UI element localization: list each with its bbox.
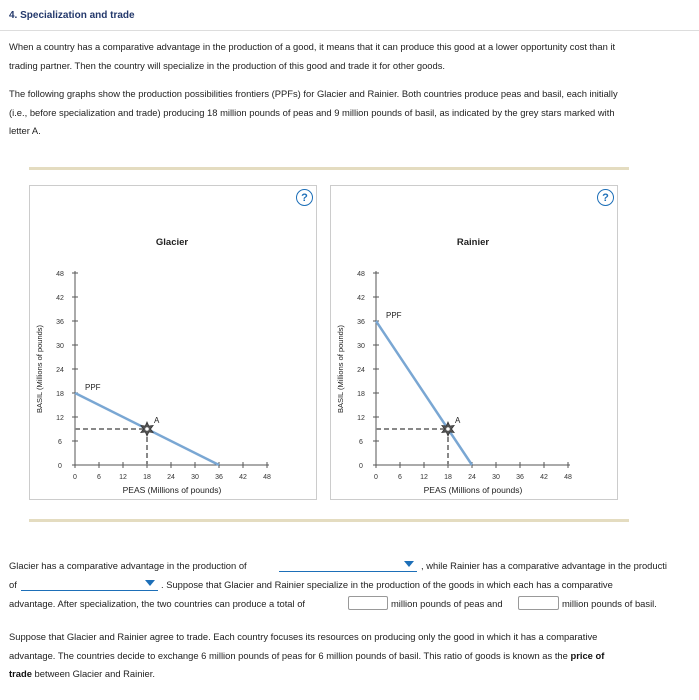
x-axis-label: PEAS (Millions of pounds) <box>122 485 222 495</box>
q1-text-7: million pounds of basil. <box>562 598 657 609</box>
help-icon[interactable]: ? <box>296 189 313 206</box>
rainier-graph-panel <box>330 185 618 500</box>
peas-total-input[interactable] <box>348 596 388 610</box>
section-heading: 4. Specialization and trade <box>9 10 135 21</box>
ppf-label: PPF <box>386 311 402 320</box>
x-tick-label: 18 <box>444 474 452 481</box>
desc-line-2: (i.e., before specialization and trade) producing 18 million pounds of peas and 9 million pounds of basil, as indicated by the grey stars marked with <box>9 107 615 118</box>
y-tick-label: 24 <box>357 367 365 374</box>
basil-total-input[interactable] <box>518 596 559 610</box>
q1-text-1: Glacier has a comparative advantage in the production of <box>9 560 247 571</box>
q2-line-2 <box>9 650 604 661</box>
gold-divider-top <box>29 167 629 170</box>
price-of-trade-term-2: trade <box>9 668 32 679</box>
q1-text-2: , while Rainier has a comparative advantage in the producti <box>421 560 667 571</box>
point-a-label: A <box>455 416 461 425</box>
x-tick-label: 30 <box>191 474 199 481</box>
x-axis-label: PEAS (Millions of pounds) <box>423 485 523 495</box>
x-tick-label: 36 <box>516 474 524 481</box>
x-tick-label: 6 <box>97 474 101 481</box>
x-tick-label: 24 <box>468 474 476 481</box>
rainier-chart <box>331 186 617 499</box>
ppf-line <box>376 321 472 465</box>
y-tick-label: 42 <box>56 295 64 302</box>
price-of-trade-term: price of <box>570 650 605 661</box>
comparative-advantage-rainier-dropdown[interactable] <box>21 577 158 591</box>
x-tick-label: 30 <box>492 474 500 481</box>
gold-divider-bottom <box>29 519 629 522</box>
q1-text-3: of <box>9 579 17 590</box>
x-tick-label: 42 <box>239 474 247 481</box>
desc-line-1: The following graphs show the production possibilities frontiers (PPFs) for Glacier and Rainier. Both countries produce peas and basil, each initially <box>9 88 618 99</box>
divider <box>0 30 699 31</box>
y-tick-label: 18 <box>357 391 365 398</box>
point-a-center <box>446 427 450 431</box>
q1-text-4: . Suppose that Glacier and Rainier specialize in the production of the goods in which each has a comparative <box>161 579 613 590</box>
chart-title: Glacier <box>155 237 189 248</box>
q2-line-2-text: advantage. The countries decide to exchange 6 million pounds of peas for 6 million pounds of basil. This ratio of goods is known as the <box>9 650 568 661</box>
x-tick-label: 48 <box>564 474 572 481</box>
y-tick-label: 0 <box>58 463 62 470</box>
y-axis-label: BASIL (Millions of pounds) <box>336 324 345 414</box>
q2-line-1: Suppose that Glacier and Rainier agree to trade. Each country focuses its resources on producing only the good in which it has a comparative <box>9 631 598 642</box>
x-tick-label: 12 <box>420 474 428 481</box>
x-tick-label: 0 <box>374 474 378 481</box>
desc-line-3: letter A. <box>9 125 41 136</box>
x-tick-label: 12 <box>119 474 127 481</box>
x-tick-label: 48 <box>263 474 271 481</box>
y-tick-label: 36 <box>56 319 64 326</box>
y-tick-label: 18 <box>56 391 64 398</box>
y-tick-label: 12 <box>357 415 365 422</box>
x-tick-label: 42 <box>540 474 548 481</box>
y-tick-label: 36 <box>357 319 365 326</box>
y-tick-label: 48 <box>56 271 64 278</box>
q2-line-3-text: between Glacier and Rainier. <box>34 668 155 679</box>
y-tick-label: 6 <box>359 439 363 446</box>
intro-line-1: When a country has a comparative advantage in the production of a good, it means that it can produce this good at a lower opportunity cost than it <box>9 41 616 52</box>
comparative-advantage-glacier-dropdown[interactable] <box>279 558 417 572</box>
x-tick-label: 0 <box>73 474 77 481</box>
y-tick-label: 42 <box>357 295 365 302</box>
x-tick-label: 18 <box>143 474 151 481</box>
chart-title: Rainier <box>456 237 490 248</box>
intro-line-2: trading partner. Then the country will specialize in the production of this good and trade it for other goods. <box>9 60 446 71</box>
y-tick-label: 0 <box>359 463 363 470</box>
q2-line-3 <box>9 668 155 679</box>
y-tick-label: 24 <box>56 367 64 374</box>
chevron-down-icon <box>404 561 414 567</box>
glacier-chart <box>30 186 316 499</box>
q1-text-5: advantage. After specialization, the two countries can produce a total of <box>9 598 306 609</box>
x-tick-label: 36 <box>215 474 223 481</box>
glacier-graph-panel <box>29 185 317 500</box>
y-tick-label: 12 <box>56 415 64 422</box>
y-tick-label: 30 <box>56 343 64 350</box>
chevron-down-icon <box>145 580 155 586</box>
help-icon[interactable]: ? <box>597 189 614 206</box>
y-tick-label: 30 <box>357 343 365 350</box>
point-a-label: A <box>154 416 160 425</box>
q1-text-6: million pounds of peas and <box>391 598 503 609</box>
y-tick-label: 6 <box>58 439 62 446</box>
x-tick-label: 6 <box>398 474 402 481</box>
x-tick-label: 24 <box>167 474 175 481</box>
y-tick-label: 48 <box>357 271 365 278</box>
ppf-label: PPF <box>85 383 101 392</box>
point-a-center <box>145 427 149 431</box>
y-axis-label: BASIL (Millions of pounds) <box>35 324 44 414</box>
